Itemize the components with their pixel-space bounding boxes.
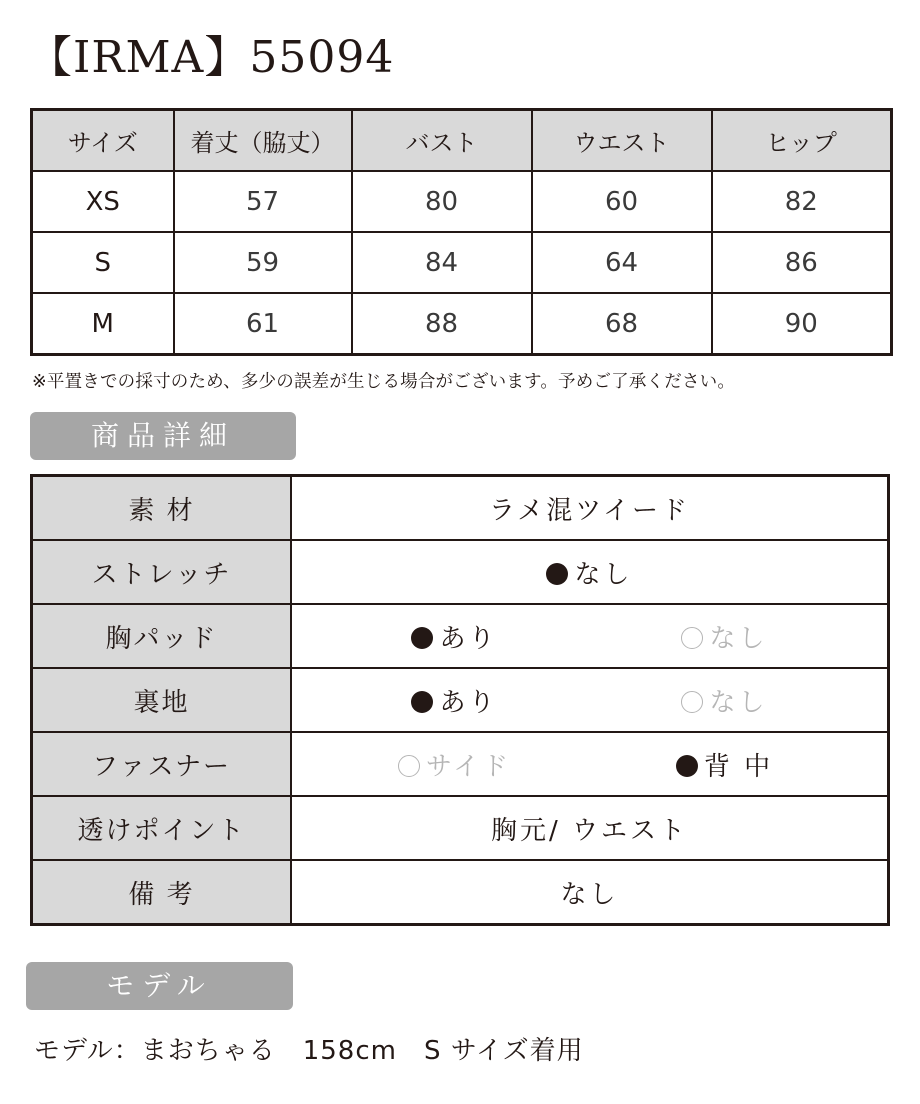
detail-row-material <box>32 476 889 541</box>
option-label: 背 中 <box>703 751 774 782</box>
hip-cell: 90 <box>712 293 892 355</box>
chest-pad-option-yes <box>320 618 590 655</box>
size-cell: XS <box>32 171 174 232</box>
header-hip: ヒップ <box>712 110 892 172</box>
filled-circle-icon <box>676 755 698 777</box>
hip-cell: 86 <box>712 232 892 293</box>
material-label: 素 材 <box>32 476 292 541</box>
option-label: なし <box>709 623 768 654</box>
detail-row-remarks <box>32 860 889 925</box>
fastener-options <box>291 732 889 796</box>
filled-circle-icon <box>546 563 568 585</box>
remarks-value: なし <box>291 860 889 925</box>
table-row <box>32 293 892 355</box>
length-cell: 57 <box>174 171 352 232</box>
lining-options <box>291 668 889 732</box>
size-table <box>30 108 893 356</box>
lining-option-yes <box>320 682 590 719</box>
detail-row-sheer-point <box>32 796 889 860</box>
lining-label: 裏地 <box>32 668 292 732</box>
header-bust: バスト <box>352 110 532 172</box>
fastener-label: ファスナー <box>32 732 292 796</box>
detail-row-fastener <box>32 732 889 796</box>
table-row <box>32 171 892 232</box>
filled-circle-icon <box>411 627 433 649</box>
page-title: 【IRMA】55094 <box>28 32 395 83</box>
option-label: あり <box>439 687 498 718</box>
detail-row-stretch <box>32 540 889 604</box>
bust-cell: 88 <box>352 293 532 355</box>
details-heading: 商品詳細 <box>30 412 296 460</box>
size-cell: S <box>32 232 174 293</box>
stretch-label: ストレッチ <box>32 540 292 604</box>
table-row <box>32 232 892 293</box>
waist-cell: 60 <box>532 171 712 232</box>
waist-cell: 68 <box>532 293 712 355</box>
empty-circle-icon <box>681 627 703 649</box>
length-cell: 59 <box>174 232 352 293</box>
empty-circle-icon <box>398 755 420 777</box>
size-cell: M <box>32 293 174 355</box>
header-size: サイズ <box>32 110 174 172</box>
fastener-option-back <box>590 746 860 783</box>
chest-pad-label: 胸パッド <box>32 604 292 668</box>
sheer-point-value: 胸元/ ウエスト <box>291 796 889 860</box>
chest-pad-options <box>291 604 889 668</box>
measurement-note: ※平置きでの採寸のため、多少の誤差が生じる場合がございます。予めご了承ください。 <box>32 372 736 392</box>
length-cell: 61 <box>174 293 352 355</box>
bust-cell: 80 <box>352 171 532 232</box>
sheer-point-label: 透けポイント <box>32 796 292 860</box>
option-label: サイド <box>425 751 512 782</box>
hip-cell: 82 <box>712 171 892 232</box>
chest-pad-option-no <box>590 618 860 655</box>
material-value: ラメ混ツイード <box>291 476 889 541</box>
model-heading: モデル <box>26 962 293 1010</box>
empty-circle-icon <box>681 691 703 713</box>
lining-option-no <box>590 682 860 719</box>
details-table <box>30 474 890 926</box>
detail-row-lining <box>32 668 889 732</box>
header-waist: ウエスト <box>532 110 712 172</box>
fastener-option-side <box>320 746 590 783</box>
header-length: 着丈（脇丈） <box>174 110 352 172</box>
option-label: あり <box>439 623 498 654</box>
waist-cell: 64 <box>532 232 712 293</box>
filled-circle-icon <box>411 691 433 713</box>
option-label: なし <box>709 687 768 718</box>
remarks-label: 備 考 <box>32 860 292 925</box>
size-table-header-row <box>32 110 892 172</box>
stretch-value: なし <box>574 559 633 590</box>
stretch-value-cell <box>291 540 889 604</box>
model-info: モデル：まおちゃる 158cm S サイズ着用 <box>34 1036 584 1066</box>
bust-cell: 84 <box>352 232 532 293</box>
detail-row-chest-pad <box>32 604 889 668</box>
